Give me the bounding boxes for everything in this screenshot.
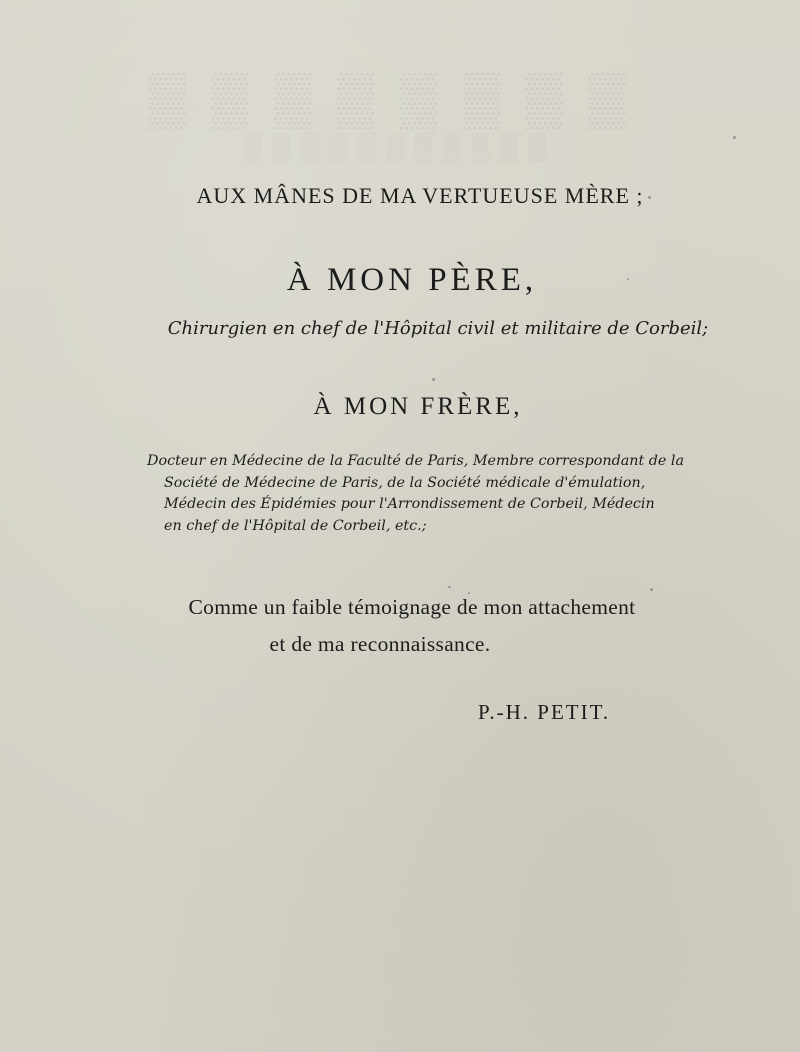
father-description: Chirurgien en chef de l'Hôpital civil et militaire de Corbeil; xyxy=(167,318,709,339)
brother-description-line: en chef de l'Hôpital de Corbeil, etc.; xyxy=(164,517,427,534)
dedication-father: À MON PÈRE, xyxy=(286,262,538,298)
ink-speck xyxy=(448,586,451,588)
ink-speck xyxy=(468,592,470,594)
ink-speck xyxy=(733,136,736,139)
signature: P.-H. PETIT. xyxy=(478,700,611,724)
brother-description-line: Médecin des Épidémies pour l'Arrondissement de Corbeil, Médecin xyxy=(164,496,655,512)
closing-line-1: Comme un faible témoignage de mon attachement xyxy=(188,595,636,619)
brother-description xyxy=(147,451,685,537)
dedication-brother: À MON FRÈRE, xyxy=(313,393,523,420)
brother-description-line: Société de Médecine de Paris, de la Société médicale d'émulation, xyxy=(164,474,646,491)
ink-speck xyxy=(648,196,651,199)
ink-speck xyxy=(432,378,435,381)
dedication-mother: AUX MÂNES DE MA VERTUEUSE MÈRE ; xyxy=(196,183,644,208)
ink-speck xyxy=(650,588,653,591)
bleed-through-shadow: ▒▒▒▒▒▒▒▒ xyxy=(148,71,652,128)
brother-description-line: Docteur en Médecine de la Faculté de Paris, Membre correspondant de la xyxy=(147,453,685,469)
ink-speck xyxy=(627,278,629,280)
closing-line-2: et de ma reconnaissance. xyxy=(269,632,491,656)
bleed-through-shadow-small: ▒▒▒▒▒▒▒▒▒▒▒ xyxy=(243,132,557,161)
